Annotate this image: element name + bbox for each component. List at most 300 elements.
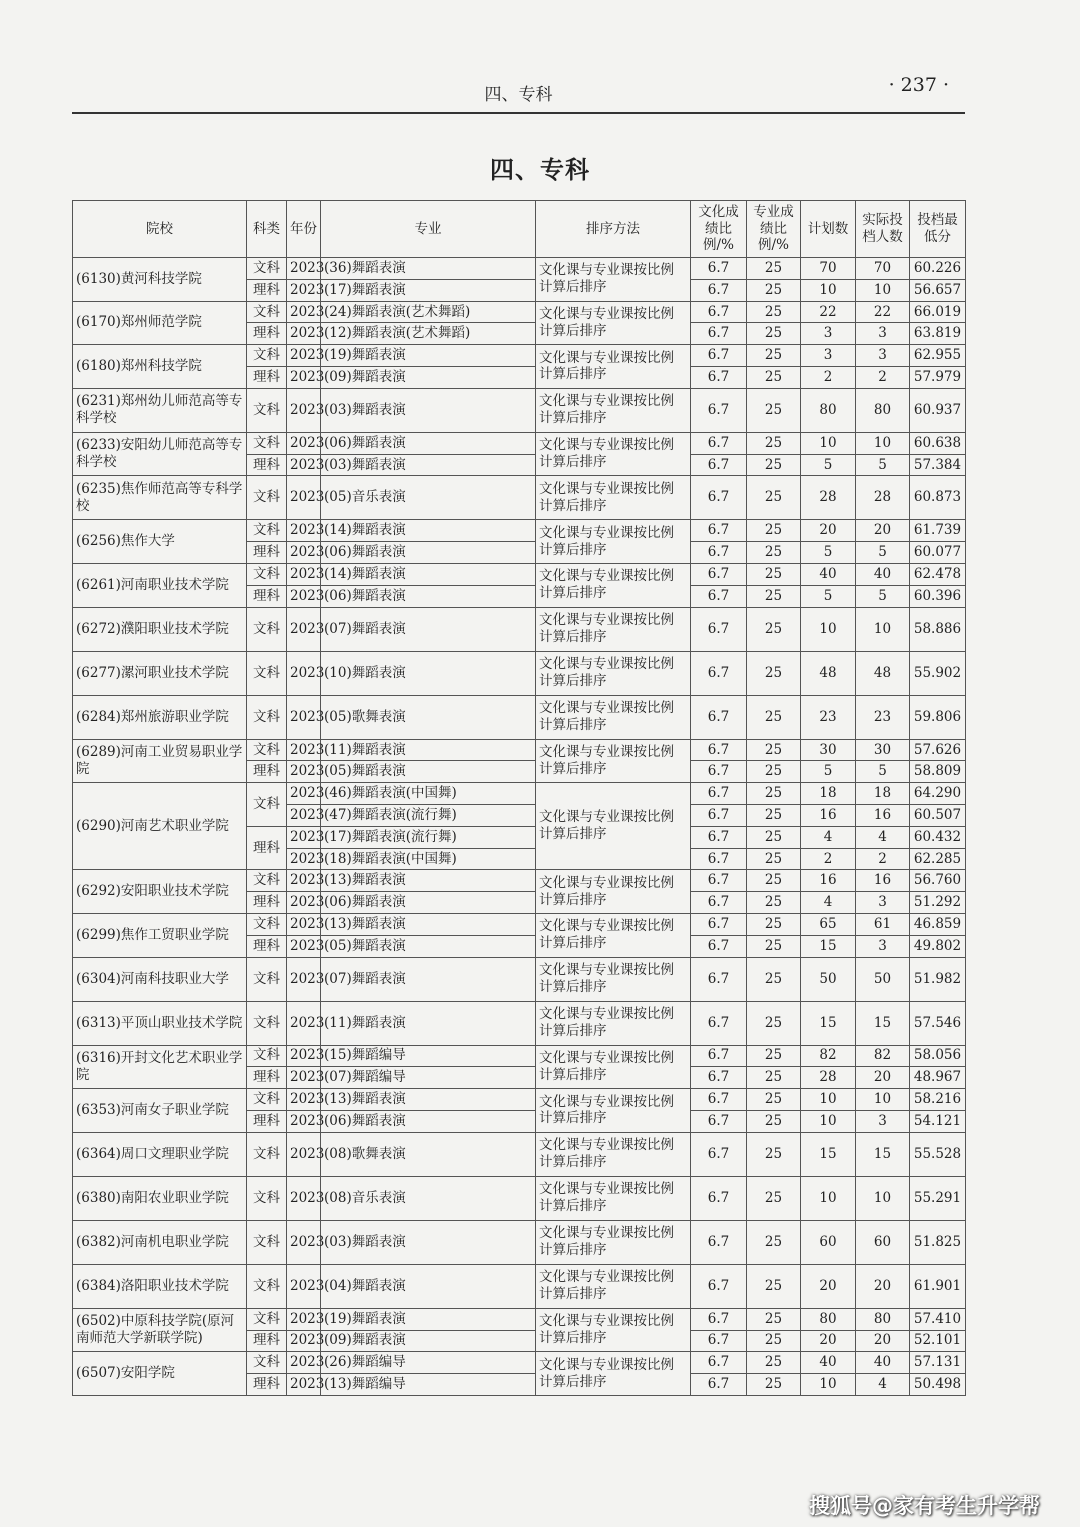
cell-min-score: 63.819	[910, 323, 966, 345]
cell-professional-ratio: 25	[747, 1089, 801, 1111]
cell-method: 文化课与专业课按比例计算后排序	[536, 476, 691, 520]
cell-major: (13)舞蹈表演	[321, 1089, 536, 1111]
cell-actual: 22	[856, 301, 910, 323]
cell-culture-ratio: 6.7	[691, 1330, 747, 1352]
cell-type: 文科	[247, 1264, 287, 1308]
cell-professional-ratio: 25	[747, 301, 801, 323]
cell-actual: 3	[856, 892, 910, 914]
cell-min-score: 57.410	[910, 1308, 966, 1330]
cell-method: 文化课与专业课按比例计算后排序	[536, 651, 691, 695]
cell-min-score: 64.290	[910, 783, 966, 805]
cell-min-score: 60.226	[910, 258, 966, 280]
cell-type: 文科	[247, 301, 287, 323]
cell-professional-ratio: 25	[747, 892, 801, 914]
cell-school: (6353)河南女子职业学院	[73, 1089, 247, 1133]
cell-plan: 28	[801, 476, 856, 520]
cell-actual: 16	[856, 804, 910, 826]
cell-school: (6384)洛阳职业技术学院	[73, 1264, 247, 1308]
cell-plan: 10	[801, 279, 856, 301]
cell-min-score: 62.478	[910, 563, 966, 585]
col-header-method: 排序方法	[536, 201, 691, 258]
cell-culture-ratio: 6.7	[691, 804, 747, 826]
cell-type: 理科	[247, 1374, 287, 1396]
cell-type: 文科	[247, 870, 287, 892]
cell-type: 文科	[247, 1176, 287, 1220]
cell-min-score: 60.396	[910, 585, 966, 607]
cell-actual: 5	[856, 585, 910, 607]
cell-method: 文化课与专业课按比例计算后排序	[536, 870, 691, 914]
cell-culture-ratio: 6.7	[691, 366, 747, 388]
cell-school: (6382)河南机电职业学院	[73, 1220, 247, 1264]
cell-year: 2023	[287, 607, 321, 651]
cell-min-score: 60.507	[910, 804, 966, 826]
cell-method: 文化课与专业课按比例计算后排序	[536, 258, 691, 302]
page-header	[72, 72, 965, 114]
cell-year: 2023	[287, 761, 321, 783]
cell-actual: 61	[856, 913, 910, 935]
table-row	[73, 520, 966, 542]
cell-plan: 20	[801, 1264, 856, 1308]
cell-professional-ratio: 25	[747, 870, 801, 892]
cell-professional-ratio: 25	[747, 1220, 801, 1264]
table-row	[73, 301, 966, 323]
cell-professional-ratio: 25	[747, 1264, 801, 1308]
cell-year: 2023	[287, 432, 321, 454]
cell-type: 文科	[247, 607, 287, 651]
cell-school: (6231)郑州幼儿师范高等专科学校	[73, 388, 247, 432]
cell-actual: 20	[856, 1330, 910, 1352]
cell-school: (6130)黄河科技学院	[73, 258, 247, 302]
cell-type: 文科	[247, 783, 287, 827]
cell-year: 2023	[287, 1089, 321, 1111]
cell-method: 文化课与专业课按比例计算后排序	[536, 345, 691, 389]
cell-min-score: 57.131	[910, 1352, 966, 1374]
cell-min-score: 60.937	[910, 388, 966, 432]
cell-plan: 15	[801, 1132, 856, 1176]
cell-school: (6180)郑州科技学院	[73, 345, 247, 389]
cell-major: (06)舞蹈表演	[321, 585, 536, 607]
cell-type: 文科	[247, 476, 287, 520]
cell-method: 文化课与专业课按比例计算后排序	[536, 1264, 691, 1308]
cell-actual: 23	[856, 695, 910, 739]
cell-actual: 20	[856, 1264, 910, 1308]
cell-major: (14)舞蹈表演	[321, 520, 536, 542]
cell-method: 文化课与专业课按比例计算后排序	[536, 1045, 691, 1089]
table-row	[73, 783, 966, 805]
section-title: 四、专科	[490, 155, 590, 184]
cell-major: (05)歌舞表演	[321, 695, 536, 739]
cell-culture-ratio: 6.7	[691, 870, 747, 892]
cell-culture-ratio: 6.7	[691, 301, 747, 323]
cell-type: 文科	[247, 1089, 287, 1111]
cell-culture-ratio: 6.7	[691, 520, 747, 542]
cell-professional-ratio: 25	[747, 454, 801, 476]
cell-major: (03)舞蹈表演	[321, 454, 536, 476]
cell-plan: 15	[801, 1001, 856, 1045]
cell-school: (6380)南阳农业职业学院	[73, 1176, 247, 1220]
cell-plan: 5	[801, 761, 856, 783]
cell-min-score: 51.825	[910, 1220, 966, 1264]
cell-min-score: 59.806	[910, 695, 966, 739]
cell-culture-ratio: 6.7	[691, 1110, 747, 1132]
cell-major: (13)舞蹈表演	[321, 870, 536, 892]
cell-culture-ratio: 6.7	[691, 1308, 747, 1330]
cell-year: 2023	[287, 345, 321, 367]
cell-actual: 40	[856, 563, 910, 585]
cell-plan: 10	[801, 1089, 856, 1111]
cell-type: 文科	[247, 345, 287, 367]
cell-professional-ratio: 25	[747, 432, 801, 454]
cell-actual: 10	[856, 607, 910, 651]
cell-culture-ratio: 6.7	[691, 913, 747, 935]
table-row	[73, 957, 966, 1001]
table-row	[73, 1352, 966, 1374]
cell-year: 2023	[287, 454, 321, 476]
watermark: 搜狐号@家有考生升学帮	[809, 1494, 1040, 1518]
col-header-actual: 实际投档人数	[856, 201, 910, 258]
cell-major: (08)音乐表演	[321, 1176, 536, 1220]
cell-method: 文化课与专业课按比例计算后排序	[536, 607, 691, 651]
cell-professional-ratio: 25	[747, 323, 801, 345]
table-row	[73, 1264, 966, 1308]
cell-min-score: 60.077	[910, 542, 966, 564]
cell-major: (15)舞蹈编导	[321, 1045, 536, 1067]
cell-year: 2023	[287, 651, 321, 695]
cell-school: (6289)河南工业贸易职业学院	[73, 739, 247, 783]
cell-actual: 40	[856, 1352, 910, 1374]
cell-culture-ratio: 6.7	[691, 542, 747, 564]
cell-year: 2023	[287, 279, 321, 301]
cell-culture-ratio: 6.7	[691, 1067, 747, 1089]
cell-plan: 3	[801, 323, 856, 345]
cell-culture-ratio: 6.7	[691, 761, 747, 783]
cell-plan: 10	[801, 1374, 856, 1396]
cell-plan: 40	[801, 563, 856, 585]
cell-actual: 70	[856, 258, 910, 280]
cell-type: 理科	[247, 323, 287, 345]
cell-type: 理科	[247, 1330, 287, 1352]
cell-culture-ratio: 6.7	[691, 607, 747, 651]
cell-culture-ratio: 6.7	[691, 454, 747, 476]
cell-professional-ratio: 25	[747, 651, 801, 695]
table-row	[73, 651, 966, 695]
cell-min-score: 55.528	[910, 1132, 966, 1176]
cell-plan: 80	[801, 388, 856, 432]
cell-actual: 3	[856, 345, 910, 367]
cell-major: (47)舞蹈表演(流行舞)	[321, 804, 536, 826]
cell-major: (14)舞蹈表演	[321, 563, 536, 585]
cell-actual: 50	[856, 957, 910, 1001]
cell-school: (6502)中原科技学院(原河南师范大学新联学院)	[73, 1308, 247, 1352]
table-row	[73, 476, 966, 520]
cell-type: 文科	[247, 651, 287, 695]
col-header-professional-ratio: 专业成绩比例/%	[747, 201, 801, 258]
table-row	[73, 739, 966, 761]
cell-plan: 70	[801, 258, 856, 280]
cell-type: 理科	[247, 935, 287, 957]
cell-plan: 16	[801, 804, 856, 826]
cell-method: 文化课与专业课按比例计算后排序	[536, 1089, 691, 1133]
cell-min-score: 57.626	[910, 739, 966, 761]
cell-school: (6272)濮阳职业技术学院	[73, 607, 247, 651]
cell-actual: 30	[856, 739, 910, 761]
cell-culture-ratio: 6.7	[691, 892, 747, 914]
cell-actual: 28	[856, 476, 910, 520]
cell-culture-ratio: 6.7	[691, 432, 747, 454]
cell-type: 理科	[247, 366, 287, 388]
table-row	[73, 870, 966, 892]
cell-professional-ratio: 25	[747, 542, 801, 564]
cell-type: 文科	[247, 1132, 287, 1176]
cell-min-score: 58.216	[910, 1089, 966, 1111]
cell-major: (05)音乐表演	[321, 476, 536, 520]
cell-plan: 16	[801, 870, 856, 892]
cell-method: 文化课与专业课按比例计算后排序	[536, 1132, 691, 1176]
cell-plan: 10	[801, 607, 856, 651]
cell-min-score: 60.638	[910, 432, 966, 454]
cell-major: (26)舞蹈编导	[321, 1352, 536, 1374]
cell-culture-ratio: 6.7	[691, 345, 747, 367]
cell-major: (11)舞蹈表演	[321, 739, 536, 761]
cell-min-score: 60.873	[910, 476, 966, 520]
cell-culture-ratio: 6.7	[691, 739, 747, 761]
cell-year: 2023	[287, 892, 321, 914]
cell-min-score: 56.657	[910, 279, 966, 301]
cell-plan: 60	[801, 1220, 856, 1264]
cell-professional-ratio: 25	[747, 1110, 801, 1132]
cell-major: (06)舞蹈表演	[321, 542, 536, 564]
cell-plan: 23	[801, 695, 856, 739]
cell-min-score: 66.019	[910, 301, 966, 323]
cell-major: (03)舞蹈表演	[321, 1220, 536, 1264]
cell-actual: 4	[856, 1374, 910, 1396]
cell-culture-ratio: 6.7	[691, 1045, 747, 1067]
cell-professional-ratio: 25	[747, 913, 801, 935]
cell-type: 文科	[247, 957, 287, 1001]
cell-type: 文科	[247, 1045, 287, 1067]
cell-plan: 20	[801, 520, 856, 542]
cell-professional-ratio: 25	[747, 1308, 801, 1330]
cell-major: (24)舞蹈表演(艺术舞蹈)	[321, 301, 536, 323]
cell-plan: 5	[801, 454, 856, 476]
cell-type: 文科	[247, 739, 287, 761]
cell-school: (6364)周口文理职业学院	[73, 1132, 247, 1176]
col-header-type: 科类	[247, 201, 287, 258]
cell-professional-ratio: 25	[747, 258, 801, 280]
cell-type: 理科	[247, 892, 287, 914]
cell-year: 2023	[287, 1132, 321, 1176]
cell-min-score: 51.292	[910, 892, 966, 914]
cell-actual: 10	[856, 1089, 910, 1111]
table-row	[73, 607, 966, 651]
cell-professional-ratio: 25	[747, 388, 801, 432]
cell-culture-ratio: 6.7	[691, 1264, 747, 1308]
cell-type: 文科	[247, 520, 287, 542]
cell-method: 文化课与专业课按比例计算后排序	[536, 1176, 691, 1220]
cell-culture-ratio: 6.7	[691, 258, 747, 280]
cell-year: 2023	[287, 1374, 321, 1396]
cell-culture-ratio: 6.7	[691, 1220, 747, 1264]
cell-actual: 15	[856, 1001, 910, 1045]
cell-plan: 40	[801, 1352, 856, 1374]
cell-min-score: 56.760	[910, 870, 966, 892]
table-row	[73, 1308, 966, 1330]
cell-type: 理科	[247, 454, 287, 476]
cell-year: 2023	[287, 258, 321, 280]
cell-major: (05)舞蹈表演	[321, 761, 536, 783]
cell-method: 文化课与专业课按比例计算后排序	[536, 783, 691, 870]
cell-min-score: 48.967	[910, 1067, 966, 1089]
cell-year: 2023	[287, 1110, 321, 1132]
table-row	[73, 1045, 966, 1067]
cell-major: (09)舞蹈表演	[321, 366, 536, 388]
cell-method: 文化课与专业课按比例计算后排序	[536, 1308, 691, 1352]
cell-actual: 82	[856, 1045, 910, 1067]
cell-method: 文化课与专业课按比例计算后排序	[536, 432, 691, 476]
cell-major: (18)舞蹈表演(中国舞)	[321, 848, 536, 870]
cell-plan: 2	[801, 366, 856, 388]
cell-major: (05)舞蹈表演	[321, 935, 536, 957]
cell-min-score: 60.432	[910, 826, 966, 848]
col-header-plan: 计划数	[801, 201, 856, 258]
cell-culture-ratio: 6.7	[691, 783, 747, 805]
cell-major: (13)舞蹈编导	[321, 1374, 536, 1396]
cell-min-score: 61.739	[910, 520, 966, 542]
cell-school: (6256)焦作大学	[73, 520, 247, 564]
cell-year: 2023	[287, 695, 321, 739]
cell-type: 理科	[247, 585, 287, 607]
cell-min-score: 58.809	[910, 761, 966, 783]
cell-year: 2023	[287, 1176, 321, 1220]
cell-school: (6261)河南职业技术学院	[73, 563, 247, 607]
cell-actual: 20	[856, 1067, 910, 1089]
cell-major: (06)舞蹈表演	[321, 892, 536, 914]
cell-min-score: 49.802	[910, 935, 966, 957]
cell-type: 理科	[247, 1067, 287, 1089]
col-header-culture-ratio: 文化成绩比例/%	[691, 201, 747, 258]
cell-actual: 18	[856, 783, 910, 805]
table-row	[73, 695, 966, 739]
cell-year: 2023	[287, 1264, 321, 1308]
cell-min-score: 46.859	[910, 913, 966, 935]
table-header-row	[73, 201, 966, 258]
cell-min-score: 58.886	[910, 607, 966, 651]
cell-culture-ratio: 6.7	[691, 388, 747, 432]
cell-year: 2023	[287, 1220, 321, 1264]
cell-plan: 50	[801, 957, 856, 1001]
cell-plan: 5	[801, 585, 856, 607]
col-header-year: 年份	[287, 201, 321, 258]
cell-min-score: 62.955	[910, 345, 966, 367]
cell-school: (6304)河南科技职业大学	[73, 957, 247, 1001]
cell-school: (6233)安阳幼儿师范高等专科学校	[73, 432, 247, 476]
cell-type: 文科	[247, 1352, 287, 1374]
cell-type: 文科	[247, 913, 287, 935]
cell-major: (06)舞蹈表演	[321, 1110, 536, 1132]
cell-type: 文科	[247, 1220, 287, 1264]
cell-method: 文化课与专业课按比例计算后排序	[536, 739, 691, 783]
cell-year: 2023	[287, 366, 321, 388]
cell-professional-ratio: 25	[747, 345, 801, 367]
cell-culture-ratio: 6.7	[691, 1001, 747, 1045]
cell-professional-ratio: 25	[747, 520, 801, 542]
cell-professional-ratio: 25	[747, 1067, 801, 1089]
cell-culture-ratio: 6.7	[691, 1132, 747, 1176]
table-row	[73, 258, 966, 280]
cell-professional-ratio: 25	[747, 957, 801, 1001]
cell-plan: 10	[801, 432, 856, 454]
cell-school: (6277)漯河职业技术学院	[73, 651, 247, 695]
cell-min-score: 57.384	[910, 454, 966, 476]
cell-major: (36)舞蹈表演	[321, 258, 536, 280]
cell-year: 2023	[287, 848, 321, 870]
cell-type: 文科	[247, 388, 287, 432]
cell-min-score: 55.902	[910, 651, 966, 695]
cell-method: 文化课与专业课按比例计算后排序	[536, 1220, 691, 1264]
cell-major: (19)舞蹈表演	[321, 345, 536, 367]
cell-year: 2023	[287, 585, 321, 607]
col-header-min-score: 投档最低分	[910, 201, 966, 258]
cell-actual: 15	[856, 1132, 910, 1176]
cell-major: (07)舞蹈表演	[321, 607, 536, 651]
cell-min-score: 61.901	[910, 1264, 966, 1308]
cell-year: 2023	[287, 476, 321, 520]
cell-culture-ratio: 6.7	[691, 476, 747, 520]
cell-culture-ratio: 6.7	[691, 651, 747, 695]
cell-year: 2023	[287, 957, 321, 1001]
cell-type: 文科	[247, 1001, 287, 1045]
cell-plan: 48	[801, 651, 856, 695]
cell-culture-ratio: 6.7	[691, 279, 747, 301]
cell-culture-ratio: 6.7	[691, 1176, 747, 1220]
cell-professional-ratio: 25	[747, 935, 801, 957]
cell-major: (04)舞蹈表演	[321, 1264, 536, 1308]
cell-year: 2023	[287, 520, 321, 542]
cell-year: 2023	[287, 388, 321, 432]
cell-major: (17)舞蹈表演	[321, 279, 536, 301]
cell-min-score: 50.498	[910, 1374, 966, 1396]
cell-actual: 80	[856, 1308, 910, 1330]
cell-actual: 2	[856, 366, 910, 388]
table-body	[73, 258, 966, 1396]
cell-type: 文科	[247, 695, 287, 739]
cell-plan: 15	[801, 935, 856, 957]
cell-method: 文化课与专业课按比例计算后排序	[536, 913, 691, 957]
cell-culture-ratio: 6.7	[691, 585, 747, 607]
cell-min-score: 51.982	[910, 957, 966, 1001]
cell-year: 2023	[287, 1045, 321, 1067]
cell-method: 文化课与专业课按比例计算后排序	[536, 520, 691, 564]
cell-professional-ratio: 25	[747, 563, 801, 585]
cell-year: 2023	[287, 323, 321, 345]
cell-year: 2023	[287, 826, 321, 848]
cell-culture-ratio: 6.7	[691, 695, 747, 739]
table-row	[73, 432, 966, 454]
cell-type: 理科	[247, 826, 287, 870]
cell-plan: 30	[801, 739, 856, 761]
cell-min-score: 58.056	[910, 1045, 966, 1067]
cell-type: 理科	[247, 1110, 287, 1132]
cell-major: (17)舞蹈表演(流行舞)	[321, 826, 536, 848]
cell-actual: 3	[856, 323, 910, 345]
col-header-major: 专业	[321, 201, 536, 258]
cell-type: 文科	[247, 563, 287, 585]
cell-major: (19)舞蹈表演	[321, 1308, 536, 1330]
cell-professional-ratio: 25	[747, 761, 801, 783]
cell-plan: 18	[801, 783, 856, 805]
cell-year: 2023	[287, 870, 321, 892]
cell-year: 2023	[287, 1308, 321, 1330]
